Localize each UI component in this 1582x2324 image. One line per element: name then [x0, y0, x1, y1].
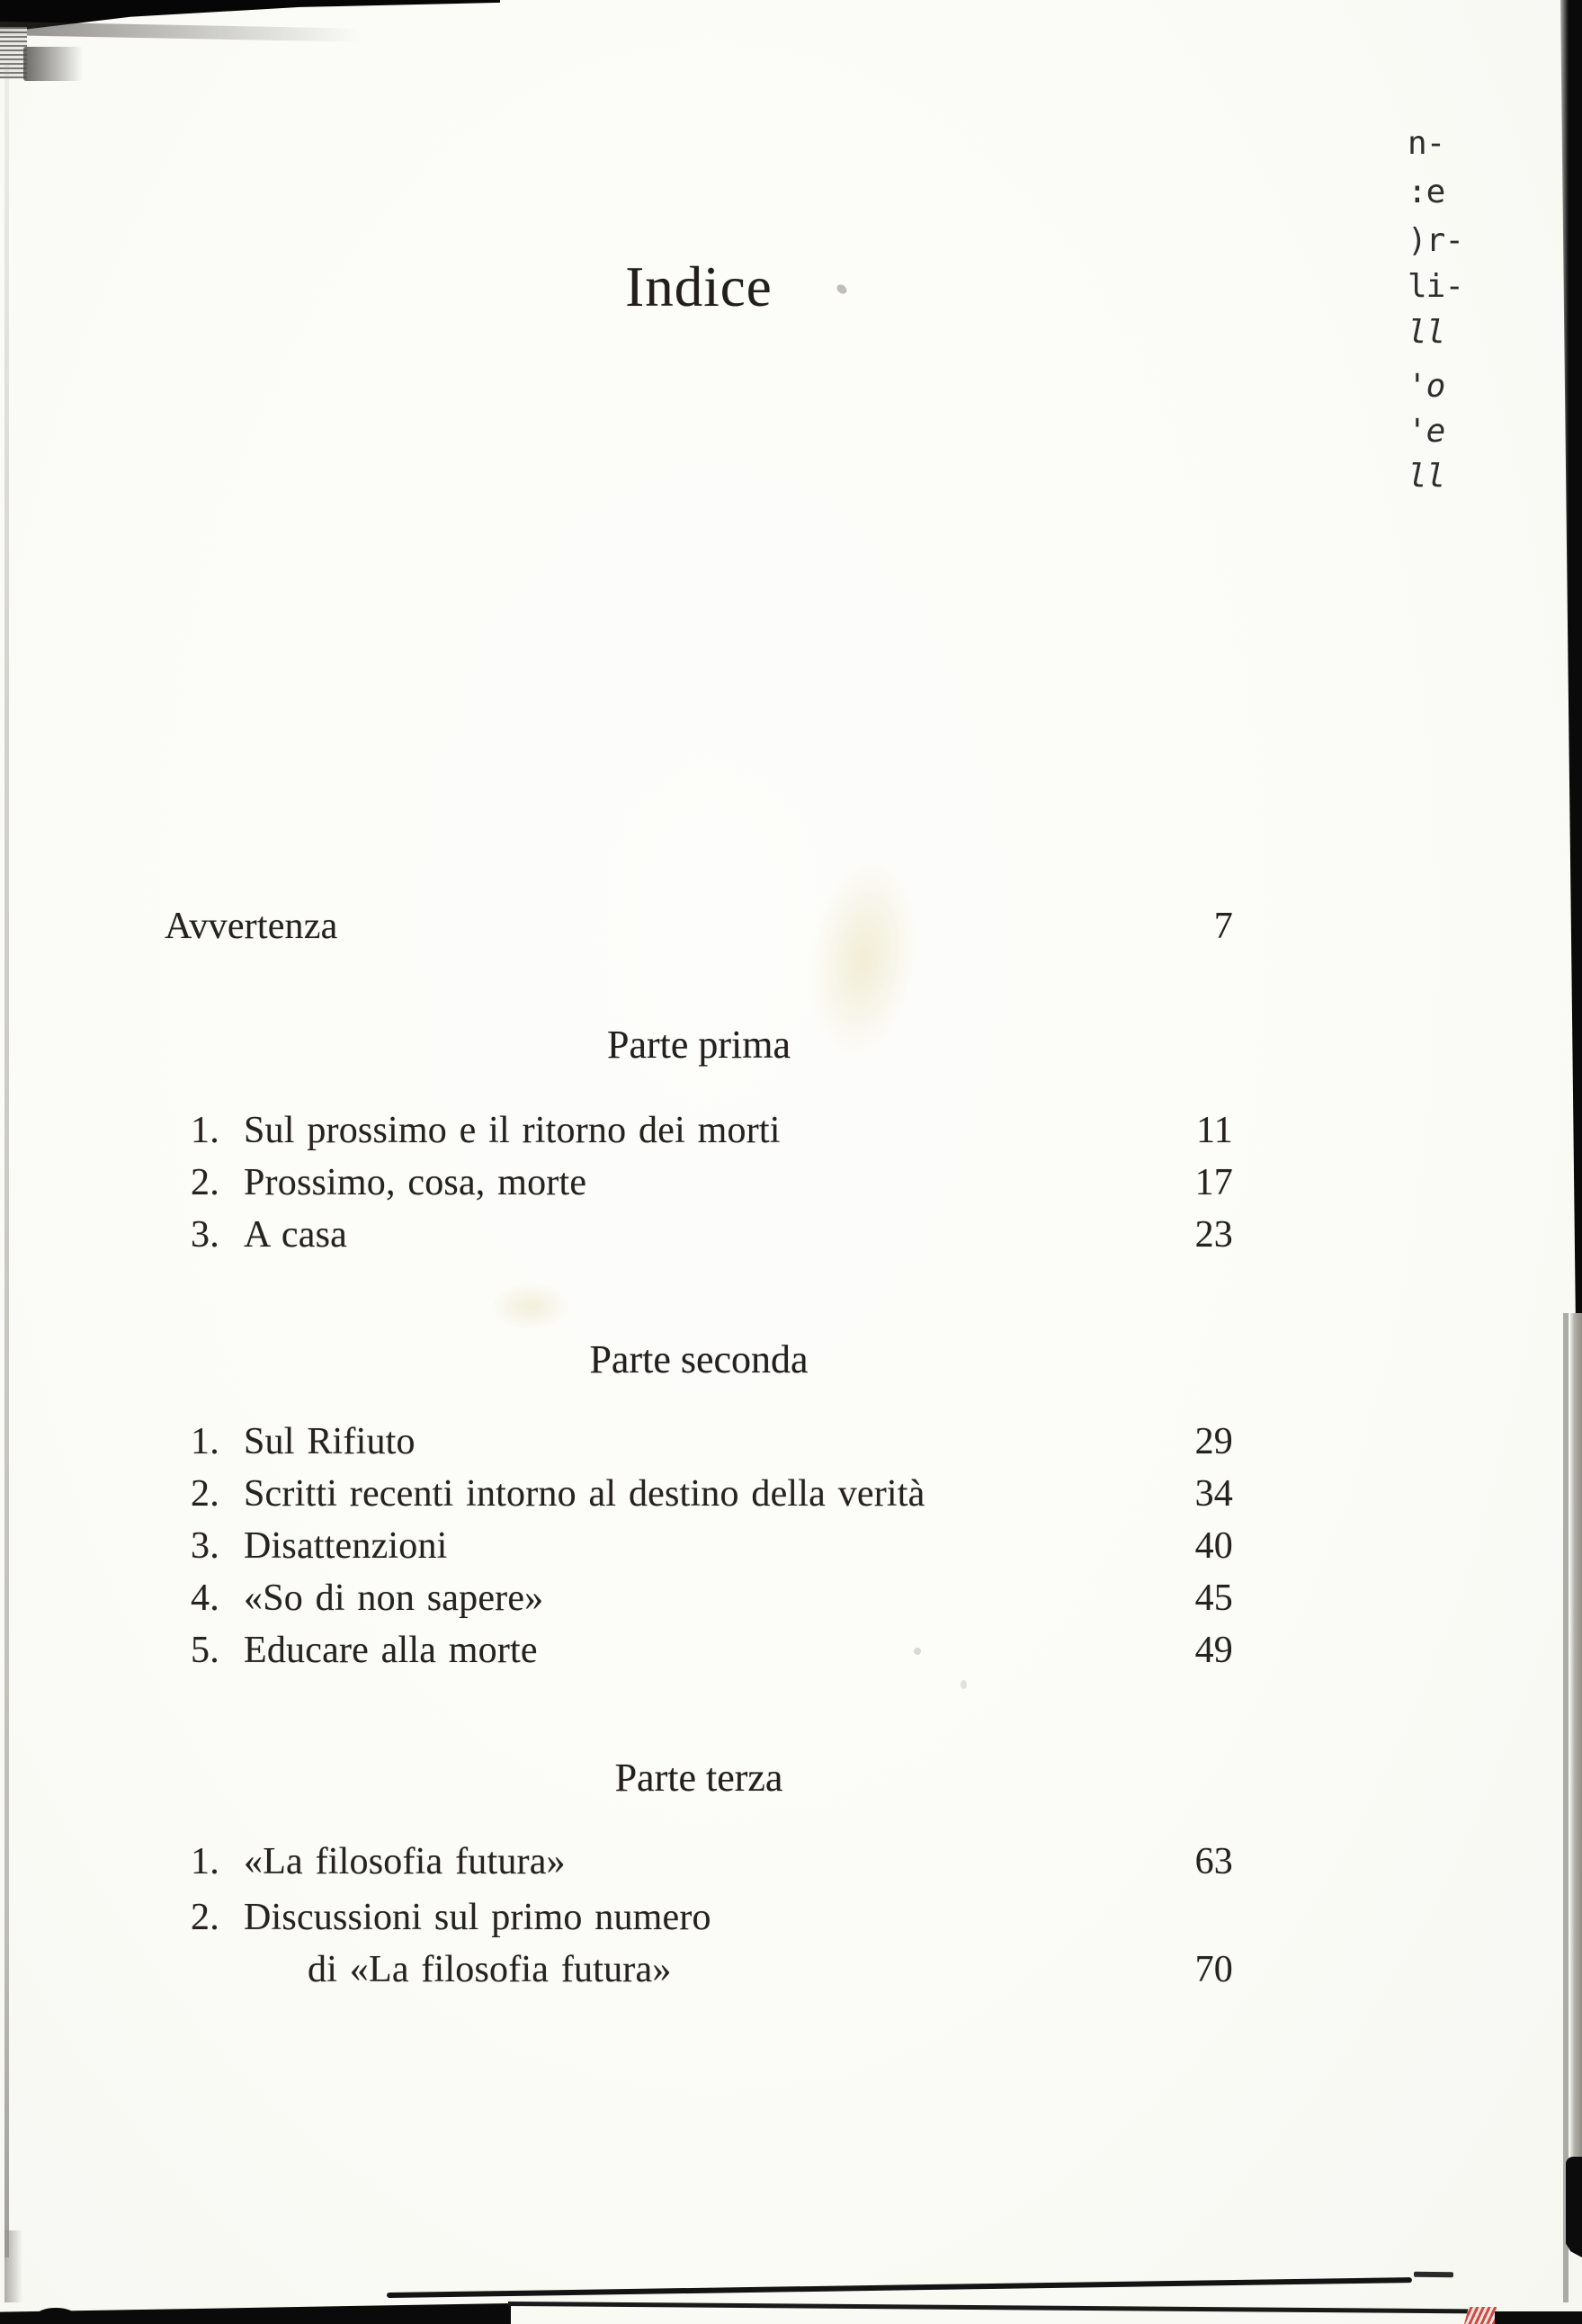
toc-entry-page-number: 23	[1194, 1214, 1233, 1256]
facing-page-text-fragment: 'e	[1408, 413, 1445, 450]
toc-item-title: A casa	[244, 1214, 347, 1256]
facing-page-text-fragment: n-	[1408, 125, 1445, 162]
bottom-page-edge-line-lower	[508, 2302, 1469, 2313]
scan-edge-stub	[23, 47, 83, 81]
toc-entry-label: Avvertenza	[165, 906, 338, 947]
toc-entry-page-number: 49	[1194, 1630, 1233, 1671]
toc-item-number: 1.	[191, 1110, 219, 1151]
toc-row	[165, 1524, 1233, 1569]
toc-item-number: 2.	[191, 1162, 219, 1203]
toc-item-title: Educare alla morte	[244, 1630, 538, 1671]
toc-item-number: 2.	[191, 1897, 219, 1938]
section-heading-parte-seconda: Parte seconda	[589, 1337, 809, 1381]
toc-item-number: 3.	[191, 1525, 219, 1567]
facing-page-text-fragment: li-	[1408, 268, 1464, 305]
toc-entry-page-number: 34	[1194, 1473, 1233, 1515]
toc-item-title: Scritti recenti intorno al destino della verità	[244, 1473, 925, 1515]
toc-item-title-two-lines	[244, 1891, 711, 1996]
toc-entry-page-number: 17	[1194, 1162, 1233, 1203]
toc-item-title-line2: di «La filosofia futura»	[308, 1949, 672, 1990]
paper-speck	[961, 1680, 967, 1689]
paper-stain	[490, 1282, 571, 1331]
right-scan-black-strip	[1560, 0, 1582, 1313]
toc-item-title: Prossimo, cosa, morte	[244, 1162, 587, 1203]
bottom-edge-dash	[1414, 2272, 1453, 2277]
toc-entry-page-number: 70	[1194, 1949, 1233, 1990]
toc-entry-page-number: 7	[1213, 906, 1233, 947]
toc-row	[165, 1419, 1233, 1464]
toc-entry-page-number: 63	[1194, 1841, 1233, 1882]
toc-row	[165, 1471, 1233, 1516]
facing-page-text-fragment: :e	[1408, 174, 1445, 210]
toc-row	[165, 1891, 1233, 1996]
toc-item-number: 1.	[191, 1841, 219, 1882]
left-page-edge-bar	[4, 2230, 22, 2302]
toc-item-title: «So di non sapere»	[244, 1578, 544, 1619]
toc-item-number: 2.	[191, 1473, 219, 1515]
section-heading-parte-terza: Parte terza	[614, 1756, 783, 1800]
bottom-scan-black-band	[0, 2303, 511, 2324]
bottom-page-edge-line-upper	[387, 2277, 1412, 2298]
toc-item-title: Sul prossimo e il ritorno dei morti	[244, 1110, 781, 1151]
right-page-edge-shading	[1569, 1313, 1582, 2157]
scan-top-edge-shadow	[0, 22, 360, 42]
toc-item-title-line1: Discussioni sul primo numero	[244, 1897, 711, 1938]
toc-row	[165, 1576, 1233, 1621]
toc-row-avvertenza	[165, 904, 1233, 949]
toc-entry-page-number: 11	[1196, 1110, 1233, 1151]
toc-item-title: Sul Rifiuto	[244, 1421, 416, 1462]
toc-row	[165, 1628, 1233, 1673]
facing-page-text-fragment: ll	[1408, 314, 1445, 351]
toc-entry-page-number: 29	[1194, 1421, 1233, 1462]
bottom-band-bump	[36, 2308, 76, 2324]
toc-entry-page-number: 45	[1194, 1578, 1233, 1619]
toc-row	[165, 1160, 1233, 1205]
red-striped-patch	[1464, 2307, 1497, 2324]
bottom-right-black-band	[1495, 2311, 1582, 2324]
section-heading-parte-prima: Parte prima	[606, 1023, 791, 1067]
toc-item-title: Disattenzioni	[244, 1525, 448, 1567]
right-scan-black-block	[1566, 2157, 1582, 2257]
facing-page-text-fragment: )r-	[1408, 222, 1464, 259]
facing-page-text-fragment: 'o	[1408, 368, 1445, 405]
facing-page-text-fragment: ll	[1408, 458, 1445, 495]
toc-entry-page-number: 40	[1194, 1525, 1233, 1567]
toc-item-number: 5.	[191, 1630, 219, 1671]
toc-row	[165, 1212, 1233, 1257]
toc-item-title: «La filosofia futura»	[244, 1841, 566, 1882]
page-title: Indice	[625, 255, 773, 318]
toc-row	[165, 1839, 1233, 1884]
toc-item-number: 1.	[191, 1421, 219, 1462]
right-page-edge-line	[1563, 1313, 1569, 2302]
toc-row	[165, 1108, 1233, 1153]
toc-item-number: 4.	[191, 1578, 219, 1619]
left-page-edge-line	[4, 63, 9, 2257]
toc-item-number: 3.	[191, 1214, 219, 1256]
